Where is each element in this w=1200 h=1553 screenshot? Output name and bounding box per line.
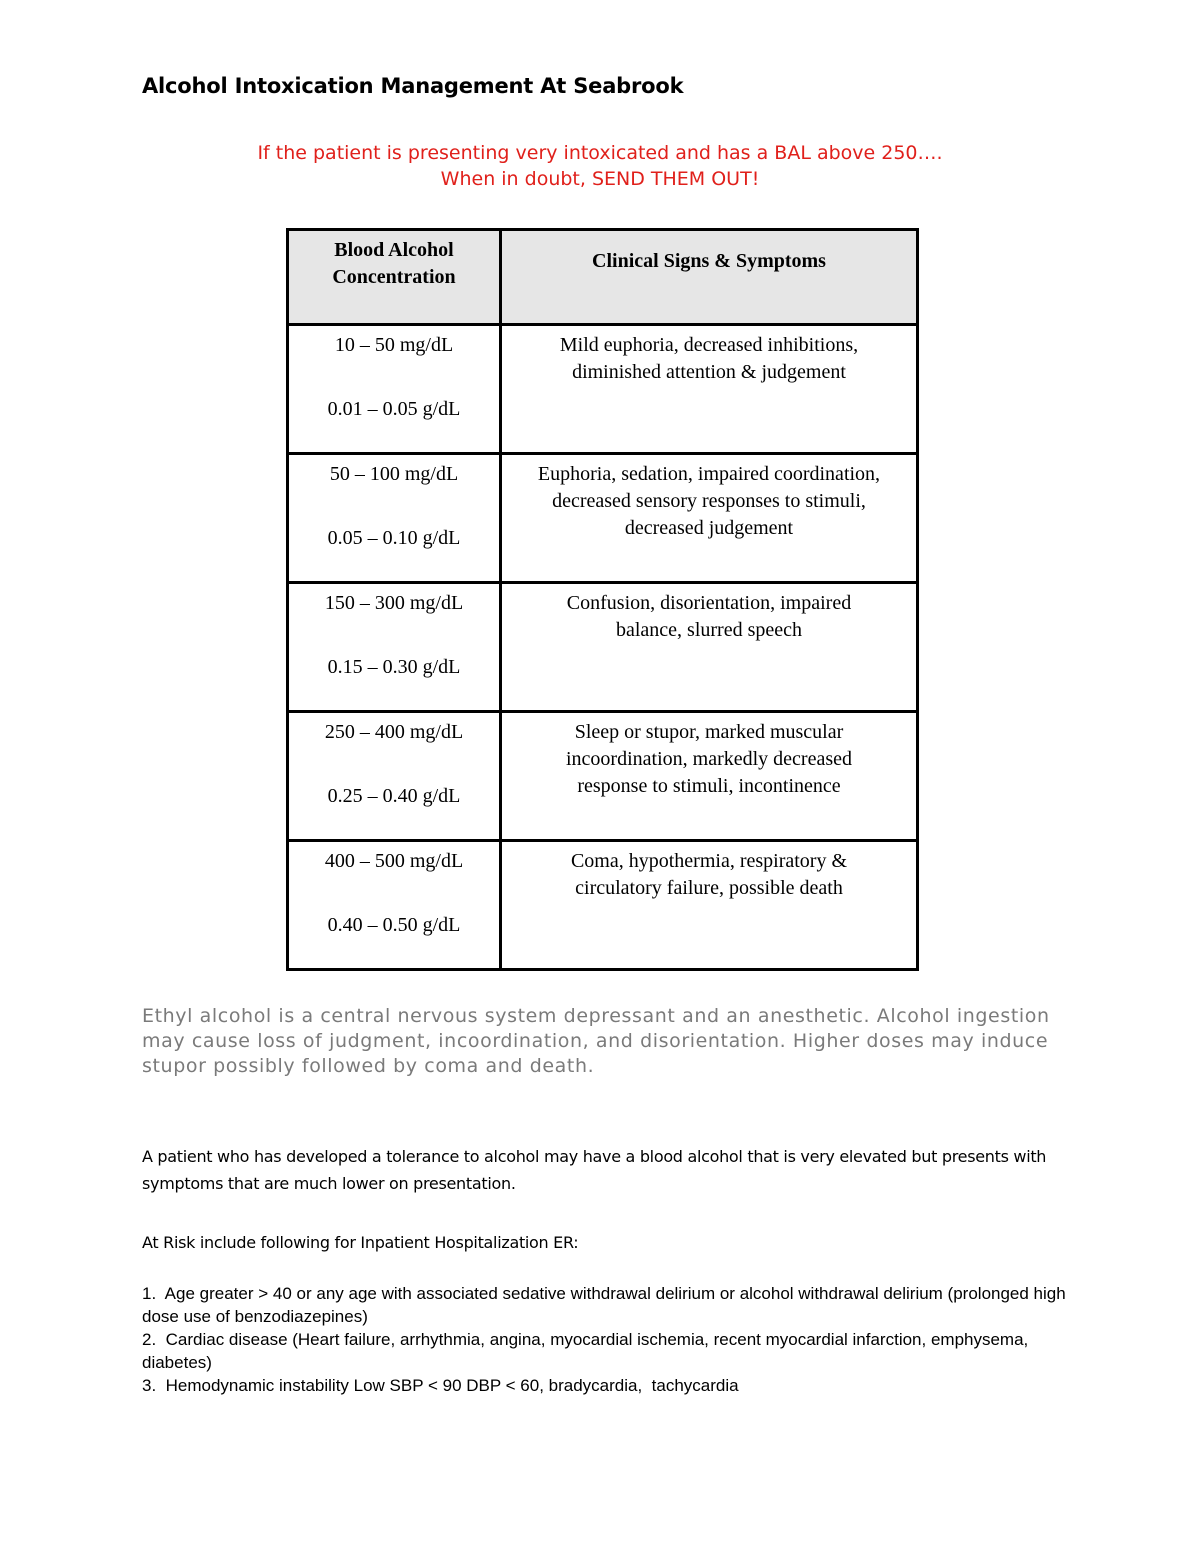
concentration-g: 0.01 – 0.05 g/dL	[327, 398, 461, 420]
warning-line-1: If the patient is presenting very intoxicated and has a BAL above 250….	[257, 142, 943, 164]
concentration-g: 0.25 – 0.40 g/dL	[327, 785, 461, 807]
risk-list	[142, 1282, 1072, 1397]
symptoms-line: decreased judgement	[624, 517, 794, 539]
symptoms-line: balance, slurred speech	[615, 619, 802, 641]
risk-item: 3. Hemodynamic instability Low SBP < 90 DBP < 60, bradycardia, tachycardia	[142, 1376, 739, 1395]
concentration-cell	[288, 325, 501, 454]
symptoms-line: Confusion, disorientation, impaired	[566, 592, 852, 614]
symptoms-cell	[501, 454, 918, 583]
table-header-row	[288, 230, 918, 325]
concentration-g: 0.05 – 0.10 g/dL	[327, 527, 461, 549]
warning-notice	[140, 140, 1060, 192]
risk-heading: At Risk include following for Inpatient Hospitalization ER:	[142, 1233, 579, 1252]
header-symptoms-label: Clinical Signs & Symptoms	[592, 249, 826, 272]
symptoms-cell	[501, 712, 918, 841]
risk-item: 2. Cardiac disease (Heart failure, arrhythmia, angina, myocardial ischemia, recent myocardial infarction, emphysema, diabetes)	[142, 1330, 1034, 1372]
concentration-cell	[288, 583, 501, 712]
table-row	[288, 583, 918, 712]
concentration-cell	[288, 454, 501, 583]
symptoms-cell	[501, 325, 918, 454]
table-row	[288, 325, 918, 454]
symptoms-line: Sleep or stupor, marked muscular	[574, 721, 844, 743]
concentration-mg: 50 – 100 mg/dL	[329, 463, 459, 485]
header-bac-line-1: Blood Alcohol	[334, 239, 454, 261]
risk-item: 1. Age greater > 40 or any age with associated sedative withdrawal delirium or alcohol withdrawal delirium (prolonged high dose use of benzodiazepines)	[142, 1284, 1071, 1326]
concentration-mg: 150 – 300 mg/dL	[324, 592, 464, 614]
symptoms-cell	[501, 841, 918, 970]
symptoms-cell	[501, 583, 918, 712]
symptoms-line: Euphoria, sedation, impaired coordination,	[537, 463, 881, 485]
symptoms-line: diminished attention & judgement	[572, 361, 846, 383]
symptoms-line: incoordination, markedly decreased	[566, 748, 852, 770]
symptoms-line: decreased sensory responses to stimuli,	[552, 490, 866, 512]
concentration-cell	[288, 841, 501, 970]
header-symptoms	[501, 230, 918, 325]
table-row	[288, 712, 918, 841]
tolerance-paragraph: A patient who has developed a tolerance to alcohol may have a blood alcohol that is very elevated but presents with symptoms that are much lower on presentation.	[142, 1147, 1047, 1193]
bac-table	[286, 228, 919, 971]
warning-line-2: When in doubt, SEND THEM OUT!	[440, 168, 760, 190]
header-bac-line-2: Concentration	[332, 266, 456, 288]
table-row	[288, 454, 918, 583]
symptoms-line: response to stimuli, incontinence	[577, 775, 841, 797]
concentration-mg: 10 – 50 mg/dL	[334, 334, 454, 356]
concentration-mg: 400 – 500 mg/dL	[324, 850, 464, 872]
concentration-mg: 250 – 400 mg/dL	[324, 721, 464, 743]
concentration-g: 0.15 – 0.30 g/dL	[327, 656, 461, 678]
concentration-cell	[288, 712, 501, 841]
symptoms-line: Mild euphoria, decreased inhibitions,	[559, 334, 859, 356]
concentration-g: 0.40 – 0.50 g/dL	[327, 914, 461, 936]
table-row	[288, 841, 918, 970]
header-bac	[288, 230, 501, 325]
symptoms-line: circulatory failure, possible death	[575, 877, 843, 899]
page-title: Alcohol Intoxication Management At Seabrook	[142, 74, 684, 98]
symptoms-line: Coma, hypothermia, respiratory &	[570, 850, 848, 872]
ethyl-alcohol-paragraph: Ethyl alcohol is a central nervous system depressant and an anesthetic. Alcohol ingestion may cause loss of judgment, incoordination, and disorientation. Higher doses may induce stupor possibly followed by coma and death.	[142, 1005, 1050, 1077]
